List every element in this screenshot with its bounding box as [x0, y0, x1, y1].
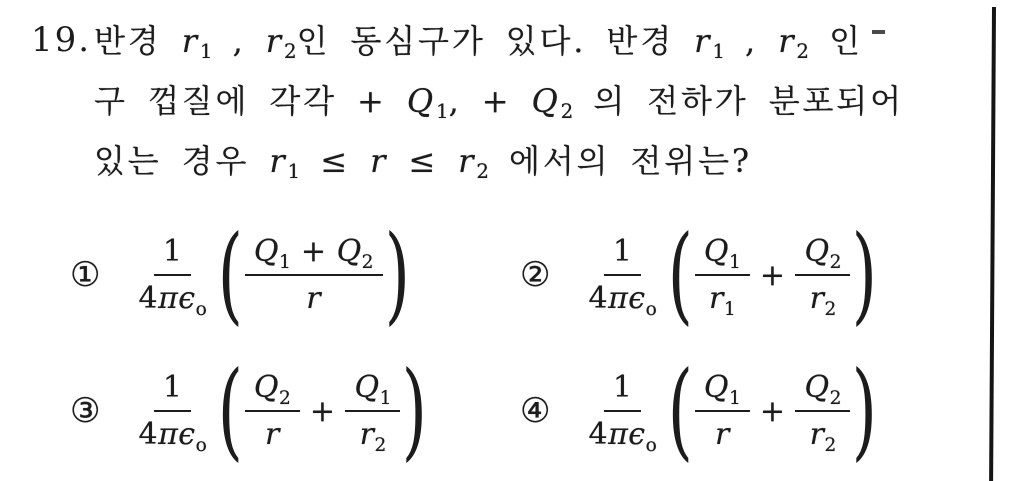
fraction-numerator: 1	[154, 234, 192, 276]
answer-option-2	[520, 210, 974, 340]
fraction-denominator: $r_1$	[709, 281, 736, 320]
plus-sign: +	[309, 393, 336, 429]
circled-number-4: ④	[520, 391, 551, 431]
term-fraction	[795, 370, 850, 456]
column-divider-line	[989, 7, 996, 481]
option-3-formula	[128, 348, 428, 473]
term-fraction	[245, 370, 300, 452]
term-fraction	[245, 234, 383, 316]
answer-option-4	[520, 346, 974, 476]
fraction-numerator: 1	[604, 234, 642, 276]
fraction-denominator: $4\pi\epsilon_o$	[138, 281, 207, 320]
fraction-numerator: 1	[154, 370, 192, 412]
fraction-numerator: $Q_1$	[695, 234, 750, 276]
coefficient-fraction	[129, 370, 215, 456]
fraction-numerator: $Q_1$	[345, 370, 400, 412]
option-2-formula	[578, 212, 878, 337]
question-line-1: 반경 $r_1$ , $r_2$인 동심구가 있다. 반경 $r_1$ , $r_2$ 인	[94, 22, 863, 63]
option-4-formula	[578, 348, 878, 473]
circled-number-2: ②	[520, 255, 551, 295]
term-fraction	[695, 234, 750, 320]
question-line-3: 있는 경우 $r_1 \le r \le r_2$ 에서의 전위는?	[94, 142, 752, 183]
fraction-denominator: $4\pi\epsilon_o$	[588, 417, 657, 456]
question-number: 19.	[31, 20, 92, 60]
fraction-numerator: $Q_2$	[245, 370, 300, 412]
close-paren: )	[852, 348, 878, 473]
fraction-numerator: 1	[604, 370, 642, 412]
answer-option-3	[70, 346, 520, 476]
coefficient-fraction	[579, 234, 665, 320]
plus-sign: +	[759, 257, 786, 293]
close-paren: )	[384, 212, 410, 337]
fraction-denominator: r	[714, 417, 730, 452]
fraction-numerator: $Q_1 + Q_2$	[245, 234, 383, 276]
answer-option-1	[70, 210, 520, 340]
fraction-denominator: $r_2$	[809, 417, 837, 456]
term-fraction	[695, 370, 750, 452]
circled-number-1: ①	[70, 255, 101, 295]
fraction-denominator: $4\pi\epsilon_o$	[138, 417, 207, 456]
scan-artifact-mark	[872, 30, 885, 34]
open-paren: (	[667, 348, 694, 473]
option-1-formula	[128, 212, 410, 337]
coefficient-fraction	[579, 370, 665, 456]
fraction-denominator: $4\pi\epsilon_o$	[588, 281, 657, 320]
fraction-denominator: $r_2$	[809, 281, 837, 320]
open-paren: (	[667, 212, 694, 337]
open-paren: (	[217, 212, 244, 337]
circled-number-3: ③	[70, 391, 101, 431]
fraction-denominator: $r_2$	[359, 417, 387, 456]
fraction-numerator: $Q_2$	[795, 370, 850, 412]
coefficient-fraction	[129, 234, 215, 320]
fraction-denominator: r	[264, 417, 280, 452]
close-paren: )	[402, 348, 428, 473]
open-paren: (	[217, 348, 244, 473]
question-text-block	[94, 18, 954, 198]
plus-sign: +	[759, 393, 786, 429]
close-paren: )	[852, 212, 878, 337]
term-fraction	[345, 370, 400, 456]
answer-options-grid	[70, 210, 974, 476]
fraction-denominator: r	[306, 281, 322, 316]
question-line-2: 구 껍질에 각각 + $Q_1$, + $Q_2$ 의 전하가 분포되어	[94, 82, 904, 123]
fraction-numerator: $Q_2$	[795, 234, 850, 276]
fraction-numerator: $Q_1$	[695, 370, 750, 412]
term-fraction	[795, 234, 850, 320]
